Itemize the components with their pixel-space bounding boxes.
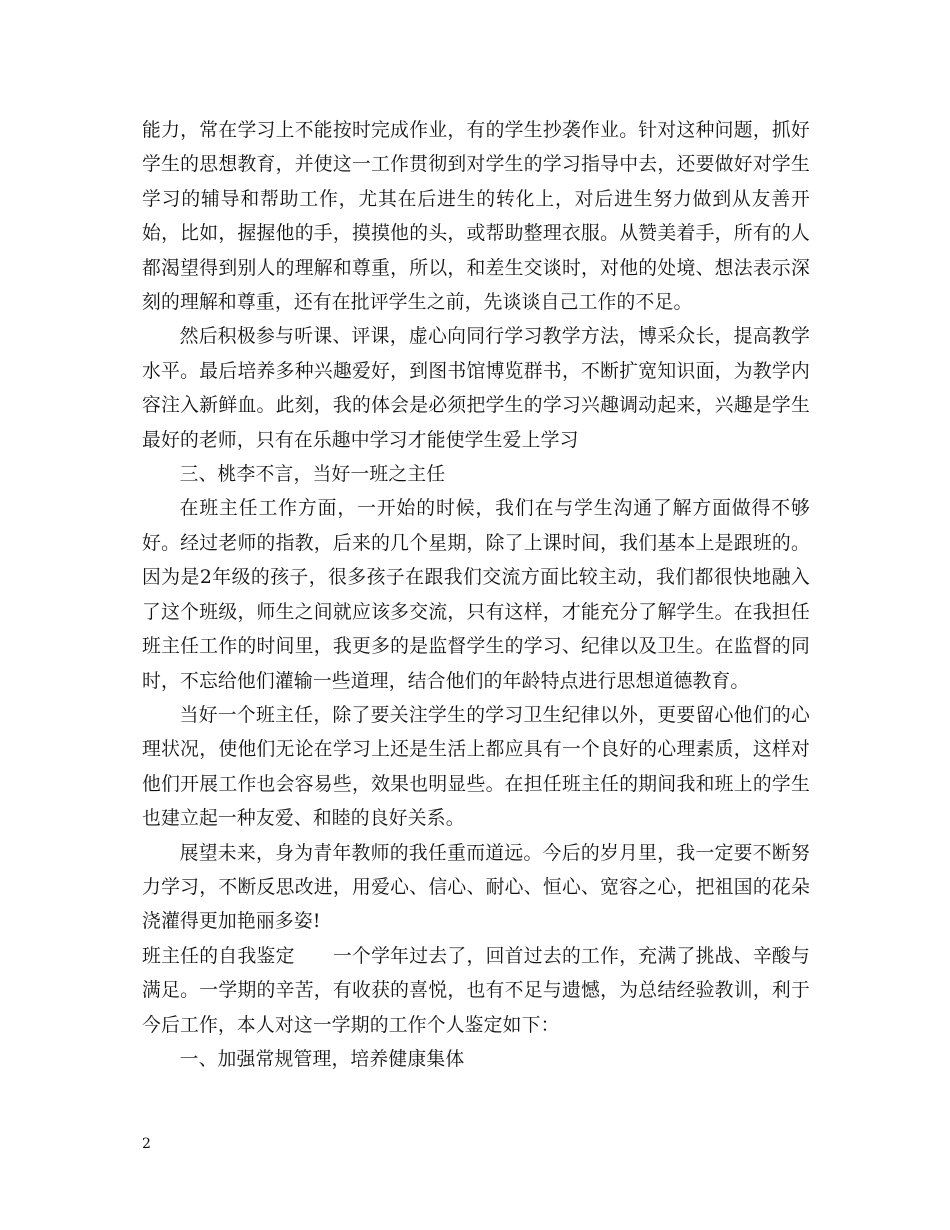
paragraph-4: 在班主任工作方面，一开始的时候，我们在与学生沟通了解方面做得不够好。经过老师的指教，后来的几个星期，除了上课时间，我们基本上是跟班的。因为是2年级的孩子，很多孩子在跟我们交流方面比较主动，我们都很快地融入了这个班级，师生之间就应该多交流，只有这样，才能充分了解学生。在我担任班主任工作的时间里，我更多的是监督学生的学习、纪律以及卫生。在监督的同时，不忘给他们灌输一些道理，结合他们的年龄特点进行思想道德教育。: [142, 498, 810, 692]
section-heading-3: 三、桃李不言，当好一班之主任: [179, 464, 446, 486]
paragraph-2: 然后积极参与听课、评课，虚心向同行学习教学方法，博采众长，提高教学水平。最后培养多种兴趣爱好，到图书馆博览群书，不断扩宽知识面，为教学内容注入新鲜血。此刻，我的体会是必须把学生的学习兴趣调动起来，兴趣是学生最好的老师，只有在乐趣中学习才能使学生爱上学习: [142, 326, 810, 451]
document-body: [142, 114, 810, 1077]
paragraph-7: 班主任的自我鉴定 一个学年过去了，回首过去的工作，充满了挑战、辛酸与满足。一学期的辛苦，有收获的喜悦，也有不足与遗憾，为总结经验教训，利于今后工作，本人对这一学期的工作个人鉴定如下：: [142, 945, 810, 1036]
page-number: 2: [142, 1136, 151, 1152]
paragraph-5: 当好一个班主任，除了要关注学生的学习卫生纪律以外，更要留心他们的心理状况，使他们无论在学习上还是生活上都应具有一个良好的心理素质，这样对他们开展工作也会容易些，效果也明显些。在担任班主任的期间我和班上的学生也建立起一种友爱、和睦的良好关系。: [142, 704, 810, 830]
section-heading-1: 一、加强常规管理，培养健康集体: [179, 1048, 465, 1070]
paragraph-6: 展望未来，身为青年教师的我任重而道远。今后的岁月里，我一定要不断努力学习，不断反思改进，用爱心、信心、耐心、恒心、宽容之心，把祖国的花朵浇灌得更加艳丽多姿!: [142, 842, 810, 933]
paragraph-1: 能力，常在学习上不能按时完成作业，有的学生抄袭作业。针对这种问题，抓好学生的思想教育，并使这一工作贯彻到对学生的学习指导中去，还要做好对学生学习的辅导和帮助工作，尤其在后进生的转化上，对后进生努力做到从友善开始，比如，握握他的手，摸摸他的头，或帮助整理衣服。从赞美着手，所有的人都渴望得到别人的理解和尊重，所以，和差生交谈时，对他的处境、想法表示深刻的理解和尊重，还有在批评学生之前，先谈谈自己工作的不足。: [142, 120, 810, 314]
